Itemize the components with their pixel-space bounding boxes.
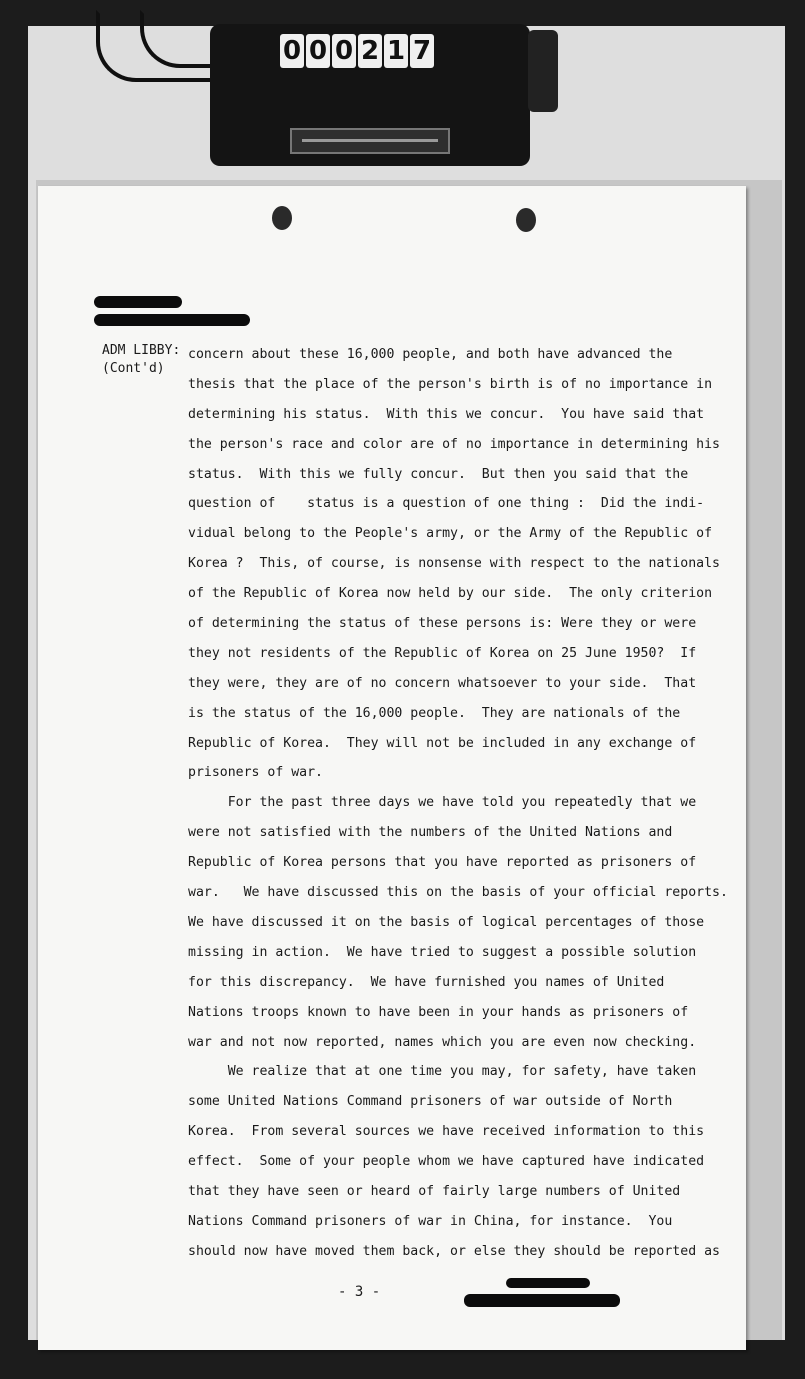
counter-digit: 0 [280, 34, 304, 68]
text-line: is the status of the 16,000 people. They are nationals of the [188, 706, 681, 721]
page-number: - 3 - [338, 1284, 381, 1300]
text-line: We realize that at one time you may, for safety, have taken [188, 1064, 697, 1079]
text-line: war and not now reported, names which you are even now checking. [188, 1035, 697, 1050]
text-line: the person's race and color are of no importance in determining his [188, 437, 720, 452]
text-line: war. We have discussed this on the basis of your official reports. [188, 885, 728, 900]
counter-digit: 1 [384, 34, 408, 68]
text-line: some United Nations Command prisoners of war outside of North [188, 1094, 673, 1109]
text-line: determining his status. With this we concur. You have said that [188, 407, 705, 422]
speaker-label: ADM LIBBY: (Cont'd) [102, 343, 181, 376]
text-line: prisoners of war. [188, 765, 323, 780]
text-line: concern about these 16,000 people, and both have advanced the [188, 347, 673, 362]
text-line: Korea ? This, of course, is nonsense with respect to the nationals [188, 556, 720, 571]
counter-digit: 0 [332, 34, 356, 68]
punch-hole-right [516, 208, 536, 232]
text-line: question of status is a question of one thing : Did the indi- [188, 496, 705, 511]
text-line: status. With this we fully concur. But then you said that the [188, 467, 689, 482]
text-line: Korea. From several sources we have received information to this [188, 1124, 705, 1139]
frame-counter-digits [280, 34, 434, 70]
punch-hole-left [272, 206, 292, 230]
redaction-bar-top [94, 296, 182, 308]
text-line: they were, they are of no concern whatsoever to your side. That [188, 676, 697, 691]
text-line: vidual belong to the People's army, or the Army of the Republic of [188, 526, 713, 541]
redaction-bar-top-2 [94, 314, 250, 326]
frame-counter-device [210, 24, 530, 166]
text-line: thesis that the place of the person's birth is of no importance in [188, 377, 713, 392]
text-line: Nations Command prisoners of war in China, for instance. You [188, 1214, 673, 1229]
document-page [38, 186, 746, 1350]
text-line: Nations troops known to have been in your hands as prisoners of [188, 1005, 689, 1020]
text-line: they not residents of the Republic of Korea on 25 June 1950? If [188, 646, 697, 661]
text-line: Republic of Korea. They will not be included in any exchange of [188, 736, 697, 751]
counter-nameplate [290, 128, 450, 154]
text-line: missing in action. We have tried to suggest a possible solution [188, 945, 697, 960]
text-line: For the past three days we have told you repeatedly that we [188, 795, 697, 810]
counter-knob [528, 30, 558, 112]
text-line: were not satisfied with the numbers of the United Nations and [188, 825, 673, 840]
counter-digit: 2 [358, 34, 382, 68]
text-line: Republic of Korea persons that you have reported as prisoners of [188, 855, 697, 870]
nameplate-line [302, 139, 438, 142]
text-line: for this discrepancy. We have furnished you names of United [188, 975, 665, 990]
redaction-bar-bottom [506, 1278, 590, 1288]
redaction-bar-bottom-2 [464, 1294, 620, 1307]
text-line: of the Republic of Korea now held by our side. The only criterion [188, 586, 713, 601]
text-line: that they have seen or heard of fairly large numbers of United [188, 1184, 681, 1199]
counter-digit: 7 [410, 34, 434, 68]
counter-digit: 0 [306, 34, 330, 68]
text-line: effect. Some of your people whom we have captured have indicated [188, 1154, 705, 1169]
text-line: of determining the status of these persons is: Were they or were [188, 616, 697, 631]
text-line: We have discussed it on the basis of logical percentages of those [188, 915, 705, 930]
text-line: should now have moved them back, or else they should be reported as [188, 1244, 720, 1259]
